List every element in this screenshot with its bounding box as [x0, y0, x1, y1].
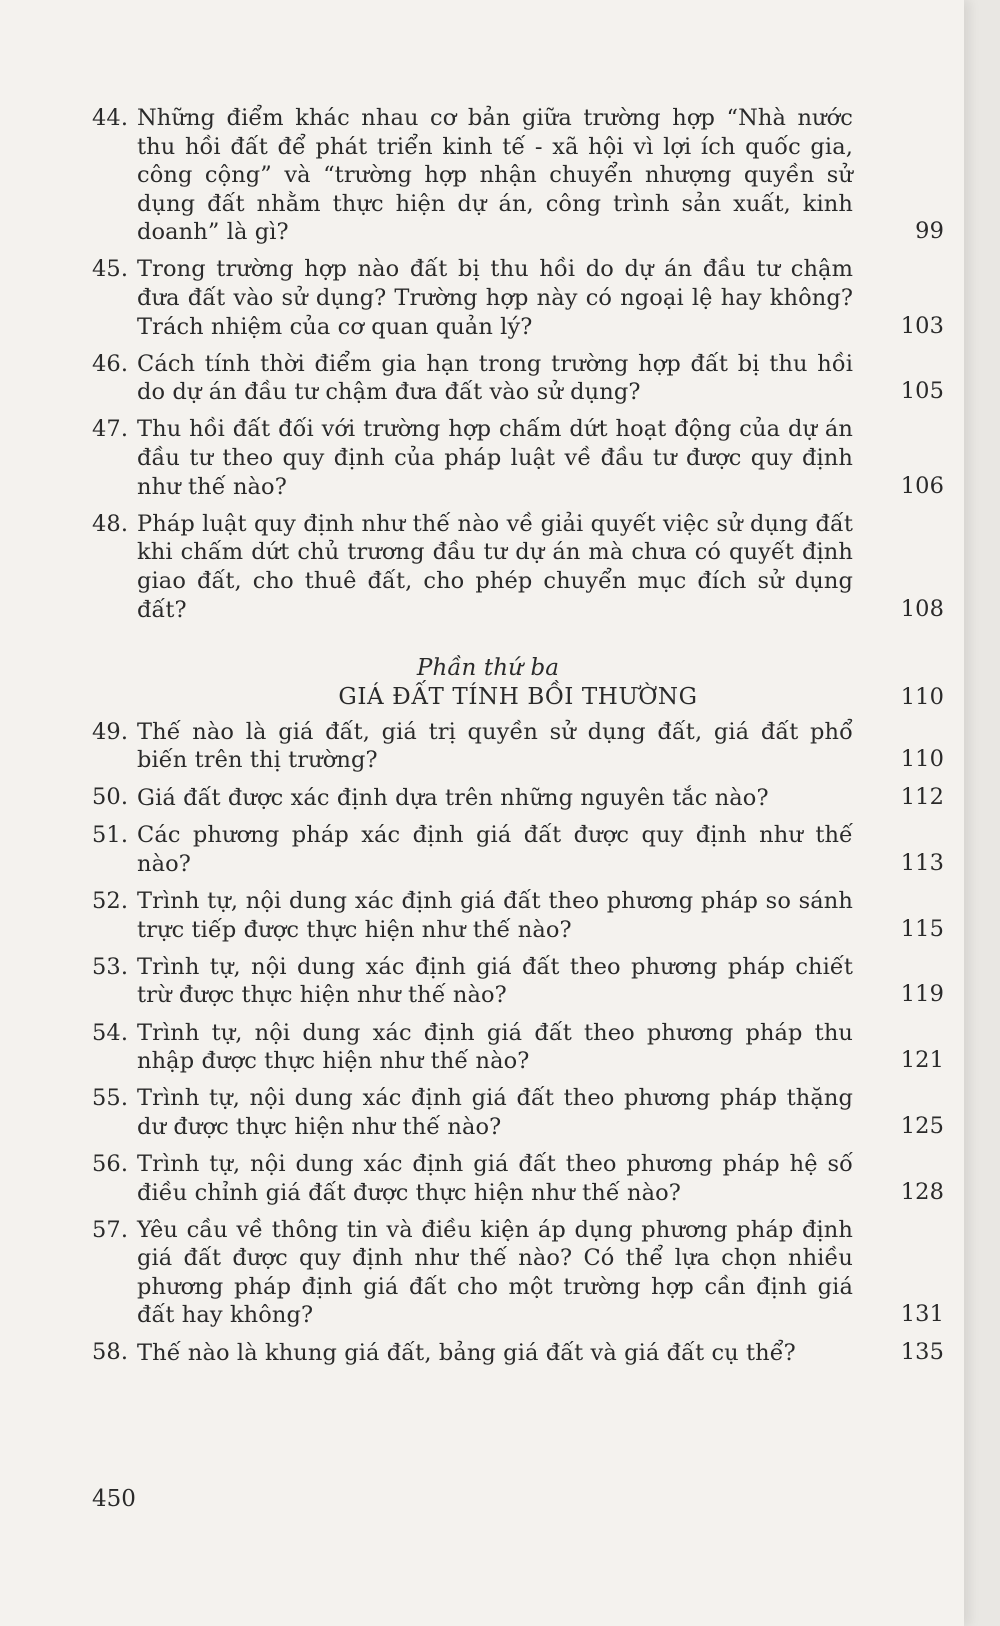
- toc-entry: [92, 1216, 944, 1330]
- toc-entry: [92, 1338, 944, 1368]
- toc-entry: [92, 255, 944, 341]
- toc-entries-group-1: [92, 104, 944, 624]
- toc-entry: [92, 821, 944, 878]
- page-number: 450: [92, 1486, 136, 1512]
- toc-entry: [92, 887, 944, 944]
- entry-title: Trình tự, nội dung xác định giá đất theo phương pháp thu nhập được thực hiện như thế nào?: [137, 1019, 853, 1075]
- entry-page-number: 113: [900, 850, 944, 877]
- toc-entry: [92, 104, 944, 247]
- entry-page-number: 128: [900, 1178, 944, 1205]
- entry-page-number: 103: [900, 312, 944, 339]
- entry-number: 57.: [92, 1216, 129, 1243]
- entry-title: Trình tự, nội dung xác định giá đất theo phương pháp chiết trừ được thực hiện như thế nào?: [137, 953, 853, 1009]
- entry-number: 48.: [92, 510, 129, 537]
- toc-entry: [92, 510, 944, 624]
- toc-entry: [92, 783, 944, 813]
- entry-title: Yêu cầu về thông tin và điều kiện áp dụng phương pháp định giá đất được quy định như thế nào? Có thể lựa chọn nhiều phương pháp định giá đất cho một trường hợp cần định giá đất hay không?: [137, 1216, 853, 1329]
- entry-page-number: 105: [900, 378, 944, 405]
- entry-number: 52.: [92, 888, 129, 915]
- entry-title: Thế nào là khung giá đất, bảng giá đất và giá đất cụ thể?: [137, 1340, 796, 1367]
- entry-title: Giá đất được xác định dựa trên những nguyên tắc nào?: [137, 785, 769, 812]
- entry-title: Các phương pháp xác định giá đất được quy định như thế nào?: [137, 822, 853, 878]
- entry-number: 50.: [92, 784, 129, 811]
- toc-entry: [92, 1084, 944, 1141]
- entry-body: [137, 1338, 944, 1368]
- entry-body: [137, 1216, 944, 1330]
- entry-body: [137, 1084, 944, 1141]
- entry-page-number: 121: [900, 1047, 944, 1074]
- entry-page-number: 115: [900, 915, 944, 942]
- table-of-contents: [92, 104, 944, 1377]
- entry-number: 58.: [92, 1339, 129, 1366]
- entry-body: [137, 718, 944, 775]
- entry-page-number: 135: [900, 1339, 944, 1366]
- part-page-number: 110: [900, 684, 944, 711]
- entry-body: [137, 783, 944, 813]
- entry-title: Pháp luật quy định như thế nào về giải quyết việc sử dụng đất khi chấm dứt chủ trương đầu tư dự án mà chưa có quyết định giao đất, cho thuê đất, cho phép chuyển mục đích sử dụng đất?: [137, 510, 853, 623]
- toc-entry: [92, 1150, 944, 1207]
- entry-title: Trình tự, nội dung xác định giá đất theo phương pháp thặng dư được thực hiện như thế nào?: [137, 1085, 853, 1140]
- part-title-row: [92, 683, 944, 712]
- entry-body: [137, 255, 944, 341]
- entry-body: [137, 510, 944, 624]
- entry-number: 46.: [92, 350, 129, 377]
- entry-body: [137, 821, 944, 878]
- entry-page-number: 108: [900, 595, 944, 622]
- entry-title: Cách tính thời điểm gia hạn trong trường hợp đất bị thu hồi do dự án đầu tư chậm đưa đất vào sử dụng?: [137, 350, 853, 406]
- entry-page-number: 119: [900, 981, 944, 1008]
- toc-entry: [92, 953, 944, 1010]
- entry-number: 44.: [92, 105, 129, 131]
- entry-number: 47.: [92, 416, 129, 443]
- entry-body: [137, 350, 944, 407]
- entry-number: 56.: [92, 1150, 129, 1177]
- entry-page-number: 125: [900, 1112, 944, 1139]
- entry-body: [137, 1150, 944, 1207]
- entry-title: Trình tự, nội dung xác định giá đất theo phương pháp so sánh trực tiếp được thực hiện như thế nào?: [137, 888, 853, 943]
- toc-entry: [92, 350, 944, 407]
- entry-page-number: 99: [915, 218, 944, 245]
- entry-number: 51.: [92, 822, 129, 849]
- part-heading: [92, 654, 944, 712]
- entry-number: 49.: [92, 718, 129, 745]
- entry-title: Thu hồi đất đối với trường hợp chấm dứt hoạt động của dự án đầu tư theo quy định của pháp luật về đầu tư được quy định như thế nào?: [137, 416, 853, 500]
- toc-entries-group-2: [92, 718, 944, 1368]
- entry-body: [137, 104, 944, 247]
- toc-entry: [92, 415, 944, 501]
- entry-title: Trình tự, nội dung xác định giá đất theo phương pháp hệ số điều chỉnh giá đất được thực hiện như thế nào?: [137, 1150, 853, 1206]
- entry-body: [137, 887, 944, 944]
- entry-title: Thế nào là giá đất, giá trị quyền sử dụng đất, giá đất phổ biến trên thị trường?: [137, 718, 853, 774]
- entry-page-number: 106: [900, 472, 944, 499]
- entry-number: 45.: [92, 256, 129, 283]
- entry-title: Những điểm khác nhau cơ bản giữa trường hợp “Nhà nước thu hồi đất để phát triển kinh tế - xã hội vì lợi ích quốc gia, công cộng” và “trường hợp nhận chuyển nhượng quyền sử dụng đất nhằm thực hiện dự án, công trình sản xuất, kinh doanh” là gì?: [137, 105, 853, 246]
- entry-body: [137, 953, 944, 1010]
- toc-entry: [92, 718, 944, 775]
- entry-number: 53.: [92, 953, 129, 980]
- entry-title: Trong trường hợp nào đất bị thu hồi do dự án đầu tư chậm đưa đất vào sử dụng? Trường hợp này có ngoại lệ hay không? Trách nhiệm của cơ quan quản lý?: [137, 256, 853, 340]
- toc-entry: [92, 1019, 944, 1076]
- entry-number: 54.: [92, 1019, 129, 1046]
- entry-page-number: 131: [900, 1301, 944, 1328]
- entry-page-number: 110: [900, 746, 944, 773]
- entry-number: 55.: [92, 1085, 129, 1112]
- entry-body: [137, 1019, 944, 1076]
- part-label: Phần thứ ba: [416, 655, 560, 682]
- entry-body: [137, 415, 944, 501]
- entry-page-number: 112: [900, 784, 944, 811]
- part-title: GIÁ ĐẤT TÍNH BỒI THƯỜNG: [338, 684, 698, 711]
